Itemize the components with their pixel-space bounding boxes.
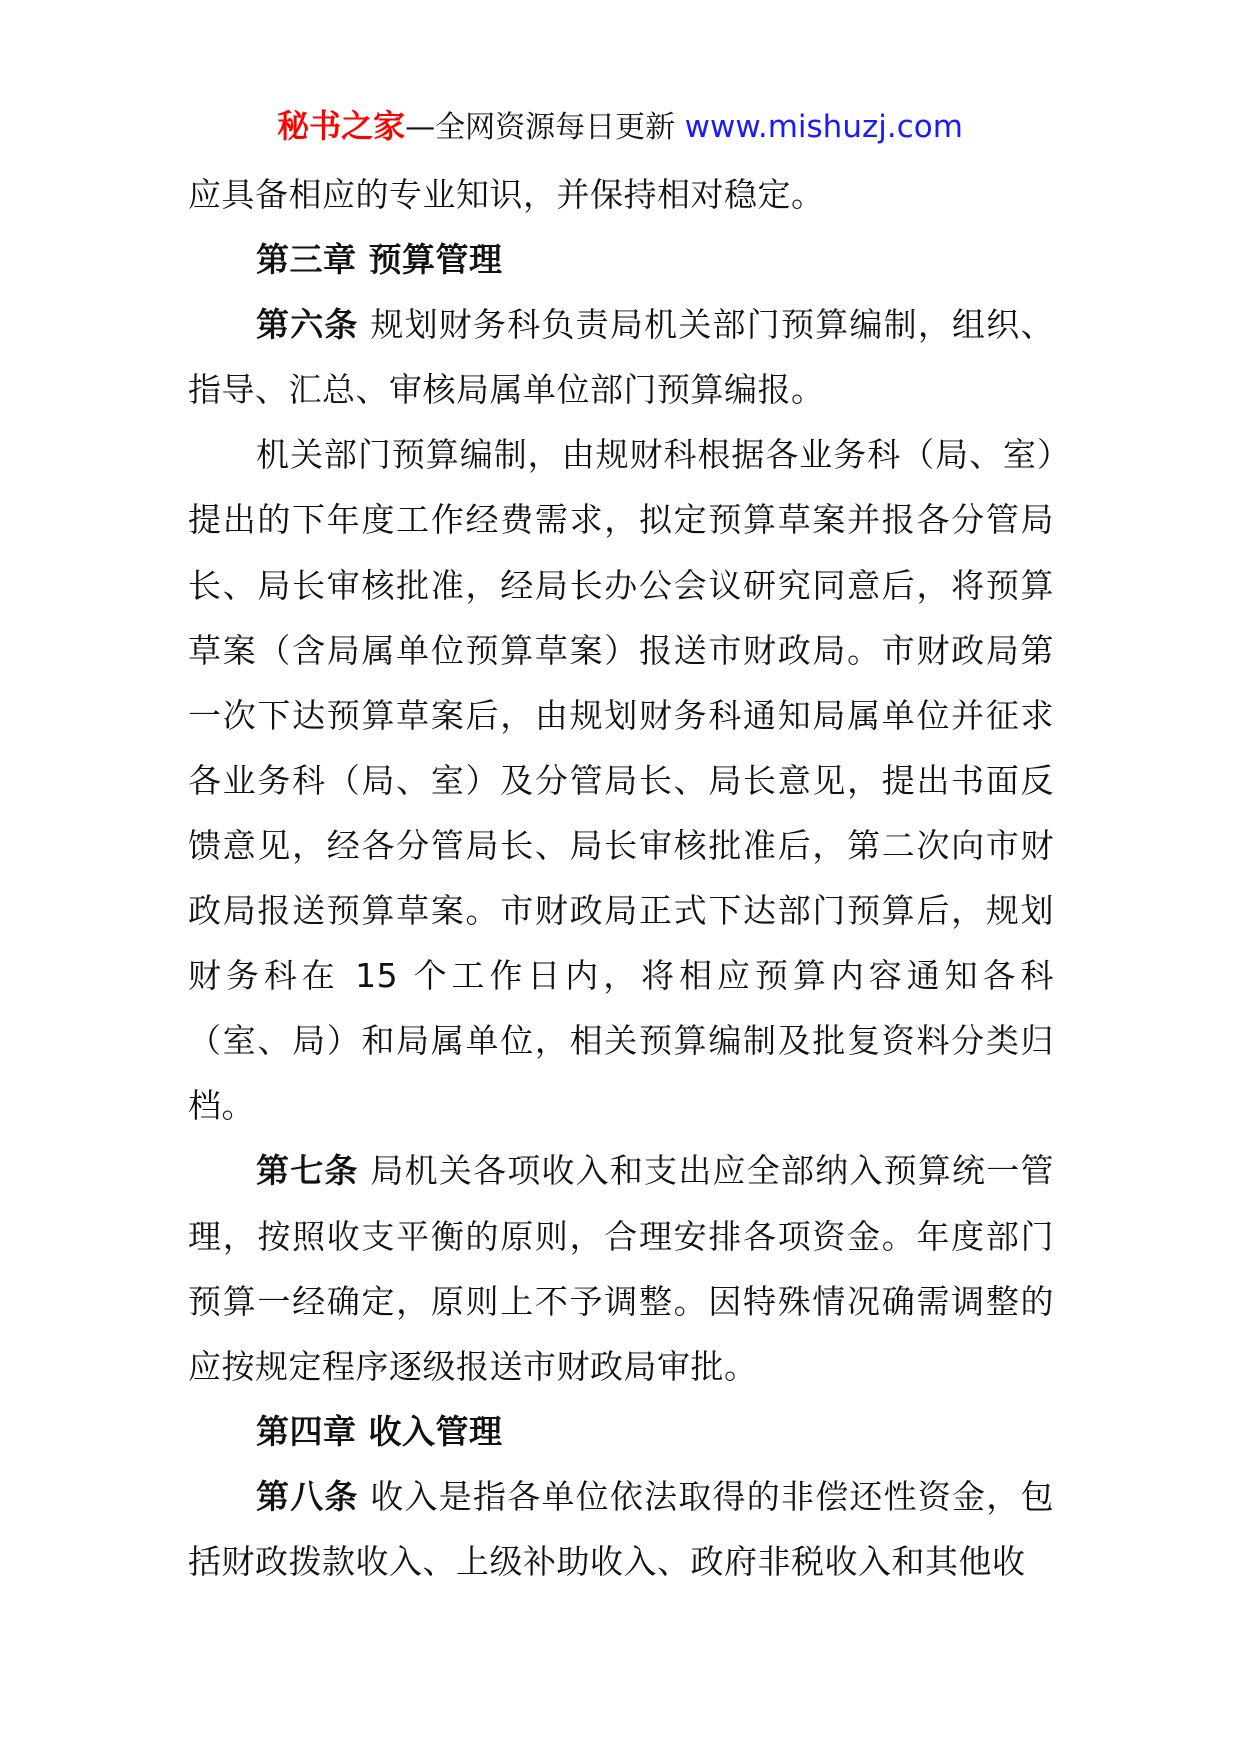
article-6-label: 第六条: [256, 305, 359, 345]
article-6-text: 规划财务科负责局机关部门预算编制，组织、指导、汇总、审核局属单位部门预算编报。: [188, 305, 1054, 410]
paragraph-budget-process: 机关部门预算编制，由规财科根据各业务科（局、室）提出的下年度工作经费需求，拟定预算草案并报各分管局长、局长审核批准，经局长办公会议研究同意后，将预算草案（含局属单位预算草案）报送市财政局。市财政局第一次下达预算草案后，由规划财务科通知局属单位并征求各业务科（局、室）及分管局长、局长意见，提出书面反馈意见，经各分管局长、局长审核批准后，第二次向市财政局报送预算草案。市财政局正式下达部门预算后，规划财务科在 15 个工作日内，将相应预算内容通知各科（室、局）和局属单位，相关预算编制及批复资料分类归档。: [188, 435, 1054, 1126]
header-tagline: —全网资源每日更新: [405, 110, 685, 145]
article-8-label: 第八条: [256, 1476, 359, 1516]
article-7-label: 第七条: [256, 1151, 359, 1191]
article-7-text: 局机关各项收入和支出应全部纳入预算统一管理，按照收支平衡的原则，合理安排各项资金。年度部门预算一经确定，原则上不予调整。因特殊情况确需调整的应按规定程序逐级报送市财政局审批。: [188, 1151, 1054, 1386]
header-url-link[interactable]: www.mishuzj.com: [684, 109, 963, 145]
header-brand: 秘书之家: [277, 107, 406, 145]
document-body: [188, 162, 1054, 1594]
article-7: [188, 1138, 1054, 1398]
paragraph-continuation: 应具备相应的专业知识，并保持相对稳定。: [188, 175, 825, 214]
page-header: [0, 98, 1240, 154]
article-8-text: 收入是指各单位依法取得的非偿还性资金，包括财政拨款收入、上级补助收入、政府非税收入和其他收: [188, 1476, 1054, 1581]
article-8: [188, 1464, 1054, 1594]
chapter-heading-4: 第四章 收入管理: [256, 1411, 503, 1451]
article-6: [188, 292, 1054, 422]
chapter-heading-3: 第三章 预算管理: [256, 240, 503, 280]
